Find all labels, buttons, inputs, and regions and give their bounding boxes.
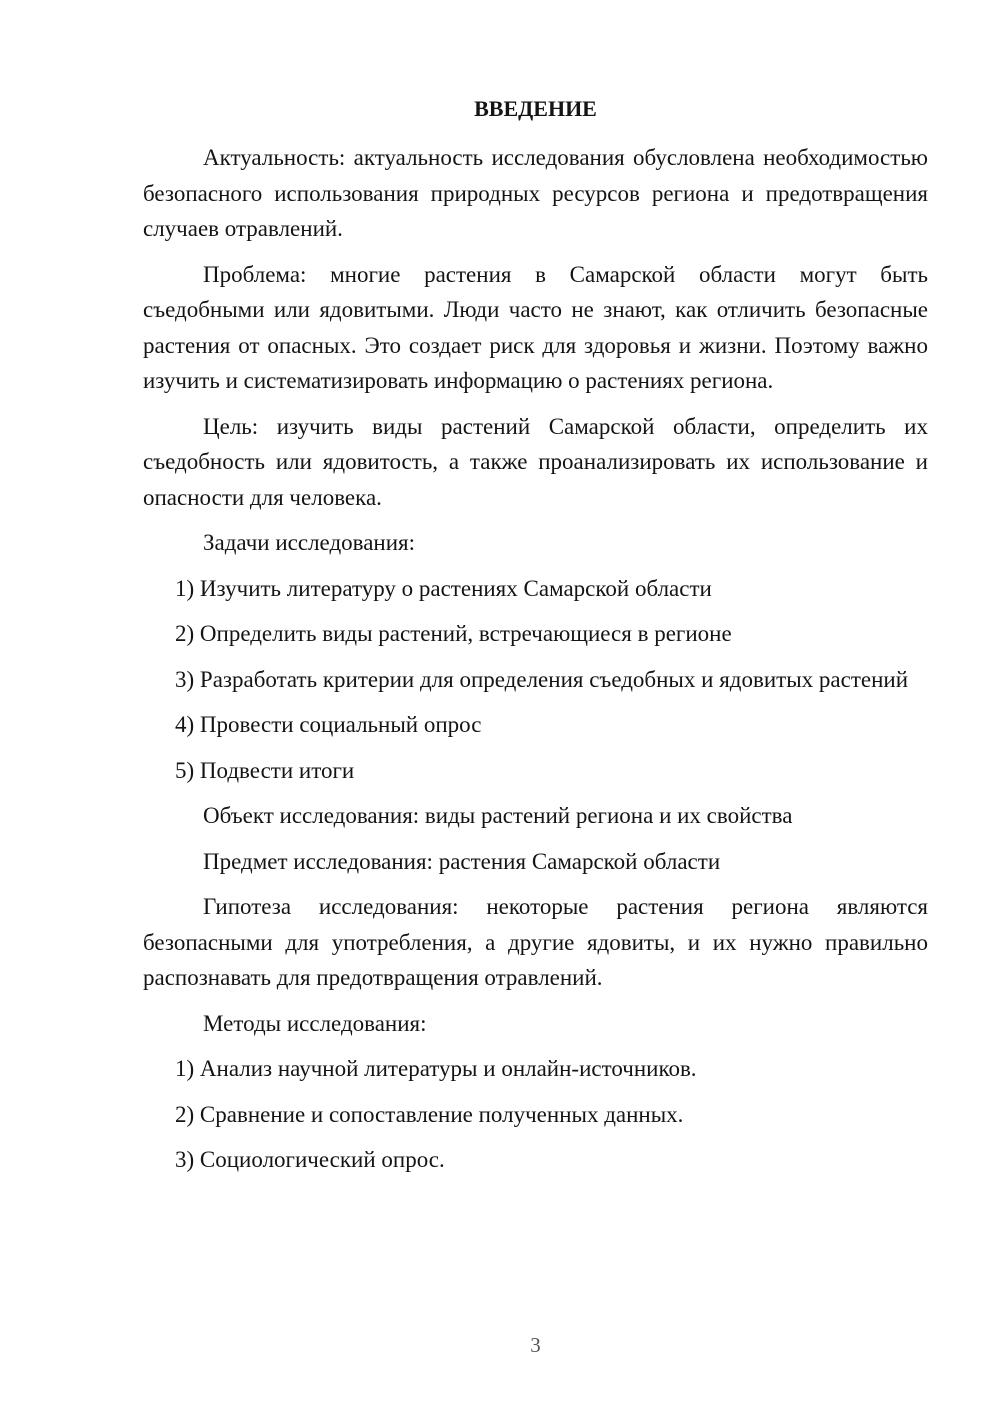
list-item: 4) Провести социальный опрос [175,712,482,737]
document-page [143,94,928,1188]
list-item: 3) Разработать критерии для определения съедобных и ядовитых растений [175,666,909,692]
list-item: 2) Определить виды растений, встречающиеся в регионе [175,621,732,646]
problem-paragraph: Проблема: многие растения в Самарской области могут быть съедобными или ядовитыми. Люди часто не знают, как отличить безопасные растения от опасных. Это создает риск для здоровья и жизни. Поэтому важно изучить и систематизировать информацию о растениях региона. [143,261,928,393]
relevance-paragraph: Актуальность: актуальность исследования обусловлена необходимостью безопасного использования природных ресурсов региона и предотвращения случаев отравлений. [143,145,928,241]
list-item: 2) Сравнение и сопоставление полученных данных. [175,1101,684,1127]
list-item: 1) Анализ научной литературы и онлайн-источников. [175,1056,697,1081]
tasks-list [143,571,928,789]
page-number: 3 [530,1333,541,1357]
list-item: 1) Изучить литературу о растениях Самарской области [175,575,712,601]
methods-heading: Методы исследования: [203,1010,427,1036]
subject-paragraph: Предмет исследования: растения Самарской области [203,848,721,874]
methods-list [143,1051,928,1178]
tasks-heading: Задачи исследования: [203,530,416,555]
page-title: ВВЕДЕНИЕ [474,96,597,121]
list-item: 3) Социологический опрос. [175,1147,445,1172]
hypothesis-paragraph: Гипотеза исследования: некоторые растения региона являются безопасными для употребления, а другие ядовиты, и их нужно правильно распознавать для предотвращения отравлений. [143,894,928,990]
object-paragraph: Объект исследования: виды растений региона и их свойства [203,803,793,828]
list-item: 5) Подвести итоги [175,757,355,783]
goal-paragraph: Цель: изучить виды растений Самарской области, определить их съедобность или ядовитость, а также проанализировать их использование и опасности для человека. [143,413,928,510]
